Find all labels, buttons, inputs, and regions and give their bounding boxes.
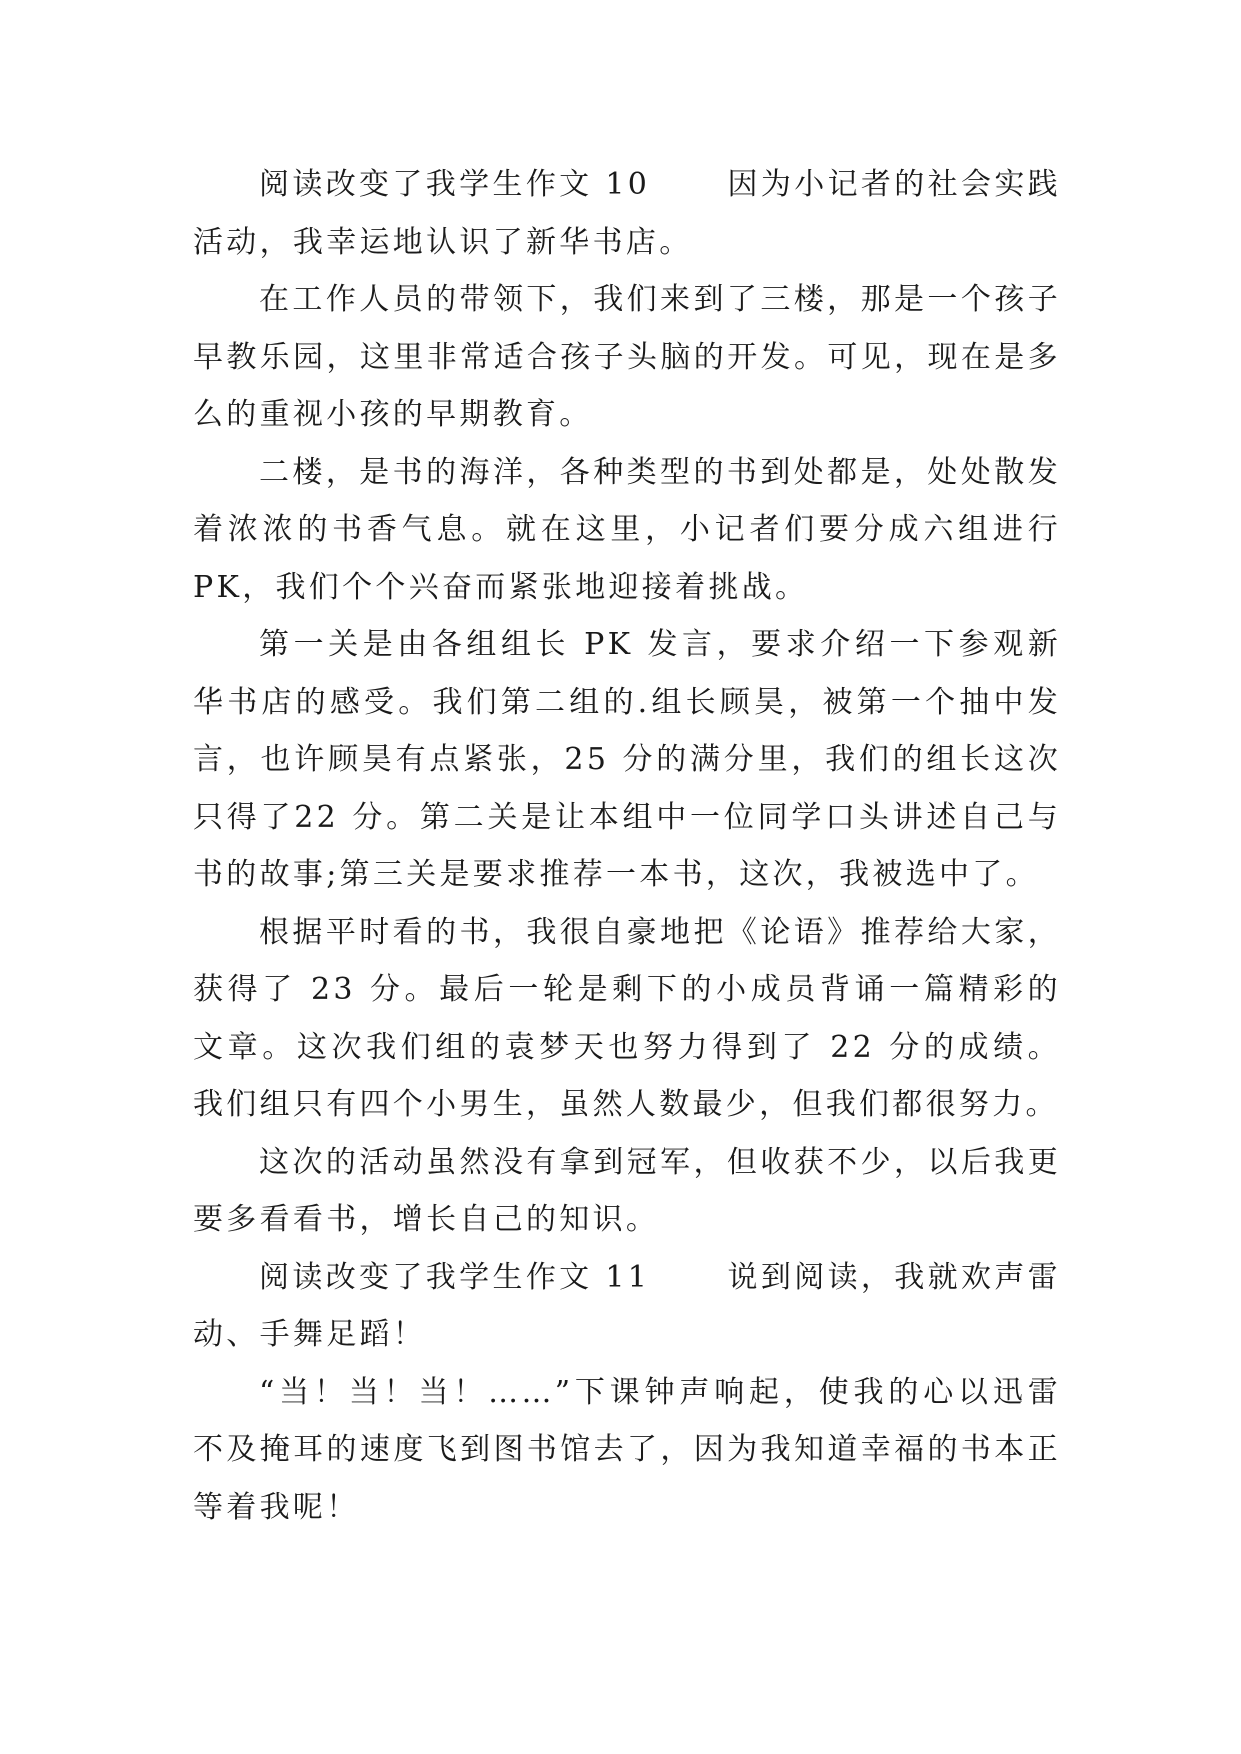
paragraph-3: 二楼，是书的海洋，各种类型的书到处都是，处处散发着浓浓的书香气息。就在这里，小记者们要分成六组进行PK，我们个个兴奋而紧张地迎接着挑战。: [193, 454, 1061, 605]
paragraph-5: 根据平时看的书，我很自豪地把《论语》推荐给大家，获得了 23 分。最后一轮是剩下的小成员背诵一篇精彩的文章。这次我们组的袁梦天也努力得到了 22 分的成绩。我们组只有四个小男生，虽然人数最少，但我们都很努力。: [193, 914, 1061, 1122]
paragraph-7: 阅读改变了我学生作文 11 说到阅读，我就欢声雷动、手舞足蹈！: [193, 1259, 1061, 1352]
paragraph-2: 在工作人员的带领下，我们来到了三楼，那是一个孩子早教乐园，这里非常适合孩子头脑的开发。可见，现在是多么的重视小孩的早期教育。: [193, 282, 1061, 432]
document-body: [193, 156, 1061, 1536]
paragraph-1: 阅读改变了我学生作文 10 因为小记者的社会实践活动，我幸运地认识了新华书店。: [193, 167, 1061, 260]
paragraph-6: 这次的活动虽然没有拿到冠军，但收获不少，以后我更要多看看书，增长自己的知识。: [193, 1144, 1061, 1237]
paragraph-8: “当！当！当！……”下课钟声响起，使我的心以迅雷不及掩耳的速度飞到图书馆去了，因为我知道幸福的书本正等着我呢！: [193, 1374, 1061, 1525]
paragraph-4: 第一关是由各组组长 PK 发言，要求介绍一下参观新华书店的感受。我们第二组的.组长顾昊，被第一个抽中发言，也许顾昊有点紧张，25 分的满分里，我们的组长这次只得了22 分。第二关是让本组中一位同学口头讲述自己与书的故事;第三关是要求推荐一本书，这次，我被选中了。: [193, 627, 1061, 892]
